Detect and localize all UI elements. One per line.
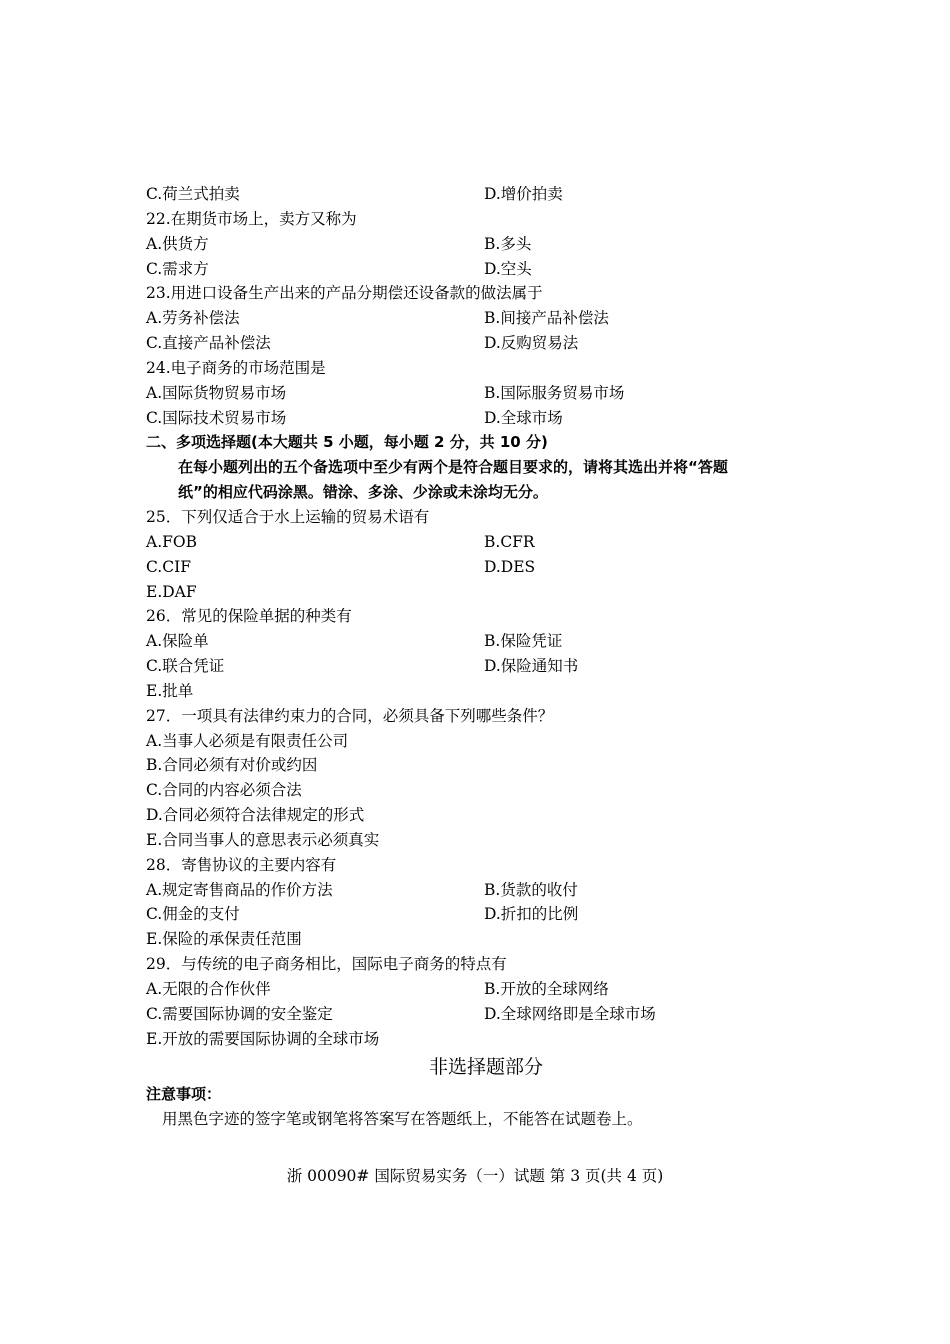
text-line: [146, 679, 826, 704]
text-line: [146, 704, 826, 729]
section-title: 非选择题部分: [428, 1055, 543, 1078]
line-text: C.联合凭证: [146, 657, 225, 676]
line-text: C.荷兰式拍卖: [146, 185, 240, 203]
line-text: E.开放的需要国际协调的全球市场: [146, 1029, 380, 1048]
line-text: E.保险的承保责任范围: [146, 930, 302, 949]
option-right: D.反购贸易法: [484, 334, 579, 353]
text-line: [146, 1027, 826, 1052]
line-text: D.合同必须符合法律规定的形式: [146, 806, 365, 825]
text-line: [146, 753, 826, 778]
line-text: A.无限的合作伙伴: [146, 980, 271, 998]
option-right: D.DES: [484, 557, 536, 576]
text-line: [146, 455, 826, 480]
line-text: C.佣金的支付: [146, 905, 240, 924]
text-line: [146, 381, 826, 406]
notice-text: 用黑色字迹的签字笔或钢笔将答案写在答题纸上，不能答在试题卷上。: [162, 1109, 643, 1128]
text-line: [146, 654, 826, 679]
text-line: [146, 902, 826, 927]
text-line: [146, 505, 826, 530]
line-text: C.合同的内容必须合法: [146, 781, 302, 800]
text-line: [146, 331, 826, 356]
text-line: [146, 853, 826, 878]
option-right: D.空头: [484, 259, 532, 278]
line-text: C.直接产品补偿法: [146, 334, 271, 353]
text-line: [146, 778, 826, 803]
text-line: [146, 356, 826, 381]
line-text: E.批单: [146, 681, 194, 700]
line-text: A.FOB: [146, 532, 197, 551]
option-right: B.开放的全球网络: [484, 980, 609, 998]
text-line: [146, 207, 826, 232]
line-text: A.国际货物贸易市场: [146, 383, 287, 402]
text-line: [146, 281, 826, 306]
line-text: 26．常见的保险单据的种类有: [146, 607, 352, 626]
text-line: [146, 257, 826, 282]
text-line: [146, 480, 826, 505]
option-right: B.国际服务贸易市场: [484, 383, 625, 402]
line-text: E.合同当事人的意思表示必须真实: [146, 830, 380, 849]
option-right: B.间接产品补偿法: [484, 309, 609, 328]
page-footer: 浙 00090# 国际贸易实务（一）试题 第 3 页(共 4 页): [286, 1167, 664, 1185]
option-right: D.全球网络即是全球市场: [484, 1004, 656, 1023]
line-text: A.劳务补偿法: [146, 309, 240, 328]
question-content: [146, 182, 826, 1132]
line-text: 23.用进口设备生产出来的产品分期偿还设备款的做法属于: [146, 284, 543, 303]
line-text: 22.在期货市场上，卖方又称为: [146, 209, 357, 228]
text-line: [146, 306, 826, 331]
line-text: B.合同必须有对价或约因: [146, 756, 318, 775]
text-line: [146, 1002, 826, 1027]
text-line: [146, 878, 826, 903]
notice-title: 注意事项：: [146, 1084, 222, 1103]
line-text: A.规定寄售商品的作价方法: [146, 880, 333, 899]
option-right: D.增价拍卖: [484, 185, 563, 203]
option-right: B.多头: [484, 234, 532, 253]
option-right: D.保险通知书: [484, 657, 579, 676]
line-text: 25．下列仅适合于水上运输的贸易术语有: [146, 507, 430, 526]
text-line: [146, 729, 826, 754]
line-text: A.保险单: [146, 632, 209, 651]
line-text: E.DAF: [146, 582, 197, 601]
option-right: B.货款的收付: [484, 880, 578, 899]
text-line: [146, 828, 826, 853]
text-line: [146, 927, 826, 952]
option-right: D.折扣的比例: [484, 905, 579, 924]
text-line: [146, 232, 826, 257]
line-text: 纸”的相应代码涂黑。错涂、多涂、少涂或未涂均无分。: [178, 483, 548, 502]
text-line: [146, 430, 826, 455]
text-line: [146, 530, 826, 555]
line-text: 29．与传统的电子商务相比，国际电子商务的特点有: [146, 955, 507, 974]
text-line: [146, 803, 826, 828]
line-text: C.需要国际协调的安全鉴定: [146, 1004, 333, 1023]
option-right: B.保险凭证: [484, 632, 563, 651]
text-line: [146, 182, 826, 207]
line-text: A.供货方: [146, 234, 209, 253]
line-text: 27．一项具有法律约束力的合同，必须具备下列哪些条件？: [146, 706, 554, 725]
line-text: 在每小题列出的五个备选项中至少有两个是符合题目要求的，请将其选出并将“答题: [178, 458, 728, 477]
text-line: [146, 604, 826, 629]
text-line: [146, 580, 826, 605]
text-line: [146, 952, 826, 977]
line-text: C.CIF: [146, 557, 191, 576]
text-line: [146, 555, 826, 580]
line-text: 24.电子商务的市场范围是: [146, 358, 326, 377]
option-right: B.CFR: [484, 532, 535, 551]
line-text: A.当事人必须是有限责任公司: [146, 731, 349, 750]
line-text: C.国际技术贸易市场: [146, 408, 287, 427]
option-right: D.全球市场: [484, 408, 563, 427]
text-line: [146, 977, 826, 1002]
line-text: 二、多项选择题(本大题共 5 小题，每小题 2 分，共 10 分): [146, 433, 548, 452]
line-text: 28．寄售协议的主要内容有: [146, 855, 337, 874]
text-line: [146, 406, 826, 431]
text-line: [146, 629, 826, 654]
line-text: C.需求方: [146, 259, 209, 278]
